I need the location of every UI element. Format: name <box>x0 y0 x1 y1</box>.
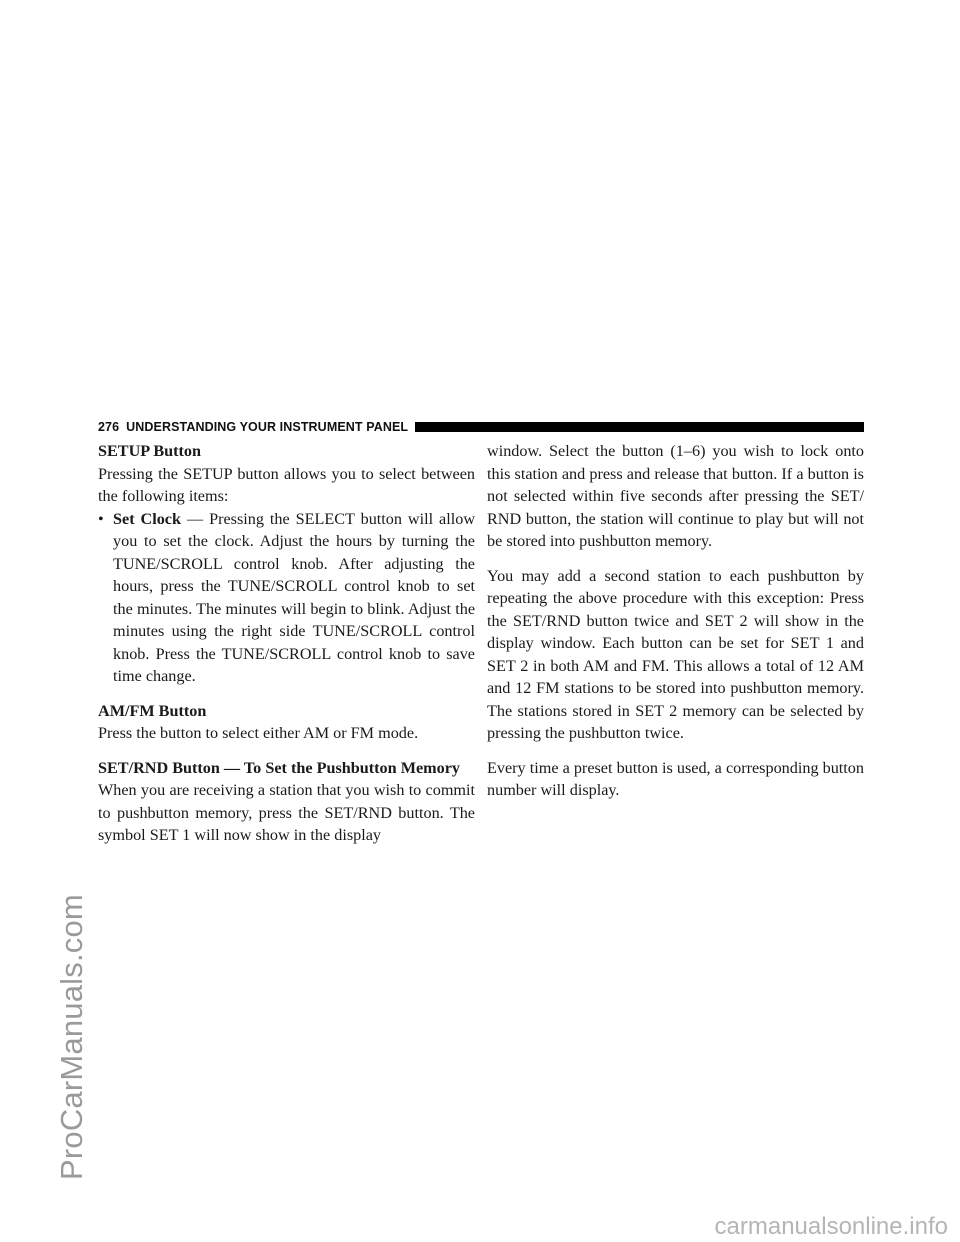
side-watermark: ProCarManuals.com <box>54 894 89 1180</box>
set-clock-bullet <box>98 508 475 688</box>
right-column <box>487 440 864 802</box>
bullet-marker: • <box>98 509 104 528</box>
amfm-heading: AM/FM Button <box>98 701 207 720</box>
setup-intro: Pressing the SETUP button allows you to select between the following items: <box>98 464 475 505</box>
header-rule <box>415 422 864 432</box>
page-number: 276 <box>98 420 120 434</box>
section-title: UNDERSTANDING YOUR INSTRUMENT PANEL <box>126 420 409 434</box>
left-column <box>98 440 475 847</box>
setrnd-heading: SET/RND Button — To Set the Pushbutton Memory <box>98 758 461 777</box>
bullet-body <box>113 508 475 688</box>
preset-para-3: Every time a preset button is used, a corresponding button number will display. <box>487 758 864 799</box>
preset-para-1: window. Select the button (1–6) you wish to lock onto this station and press and release that button. If a button is not selected within five seconds after pressing the SET/ RND button, the station will continue to play but will not be stored into pushbutton memory. <box>487 442 864 550</box>
footer-watermark: carmanualsonline.info <box>714 1213 948 1240</box>
bullet-term: Set Clock <box>113 509 181 528</box>
preset-para-2: You may add a second station to each pushbutton by repeating the above procedure with this exception: Press the SET/RND button twice and SET 2 will show in the display window. Each button can be set for SET 1 and SET 2 in both AM and FM. This allows a total of 12 AM and 12 FM stations to be stored into pushbutton memory. The stations stored in SET 2 memory can be selected by pressing the pushbutton twice. <box>487 566 864 742</box>
page-header <box>98 419 864 435</box>
setup-heading: SETUP Button <box>98 442 202 460</box>
amfm-text: Press the button to select either AM or FM mode. <box>98 724 419 742</box>
setrnd-text: When you are receiving a station that you wish to commit to pushbutton memory, press the SET/RND button. The symbol SET 1 will now show in the display <box>98 781 475 844</box>
bullet-text: — Pressing the SELECT button will allow you to set the clock. Adjust the hours by turning the TUNE/SCROLL control knob. After adjusting the hours, press the TUNE/SCROLL control knob to set the minutes. The minutes will begin to blink. Adjust the minutes using the right side TUNE/SCROLL control knob. Press the TUNE/SCROLL control knob to save time change. <box>113 509 476 685</box>
